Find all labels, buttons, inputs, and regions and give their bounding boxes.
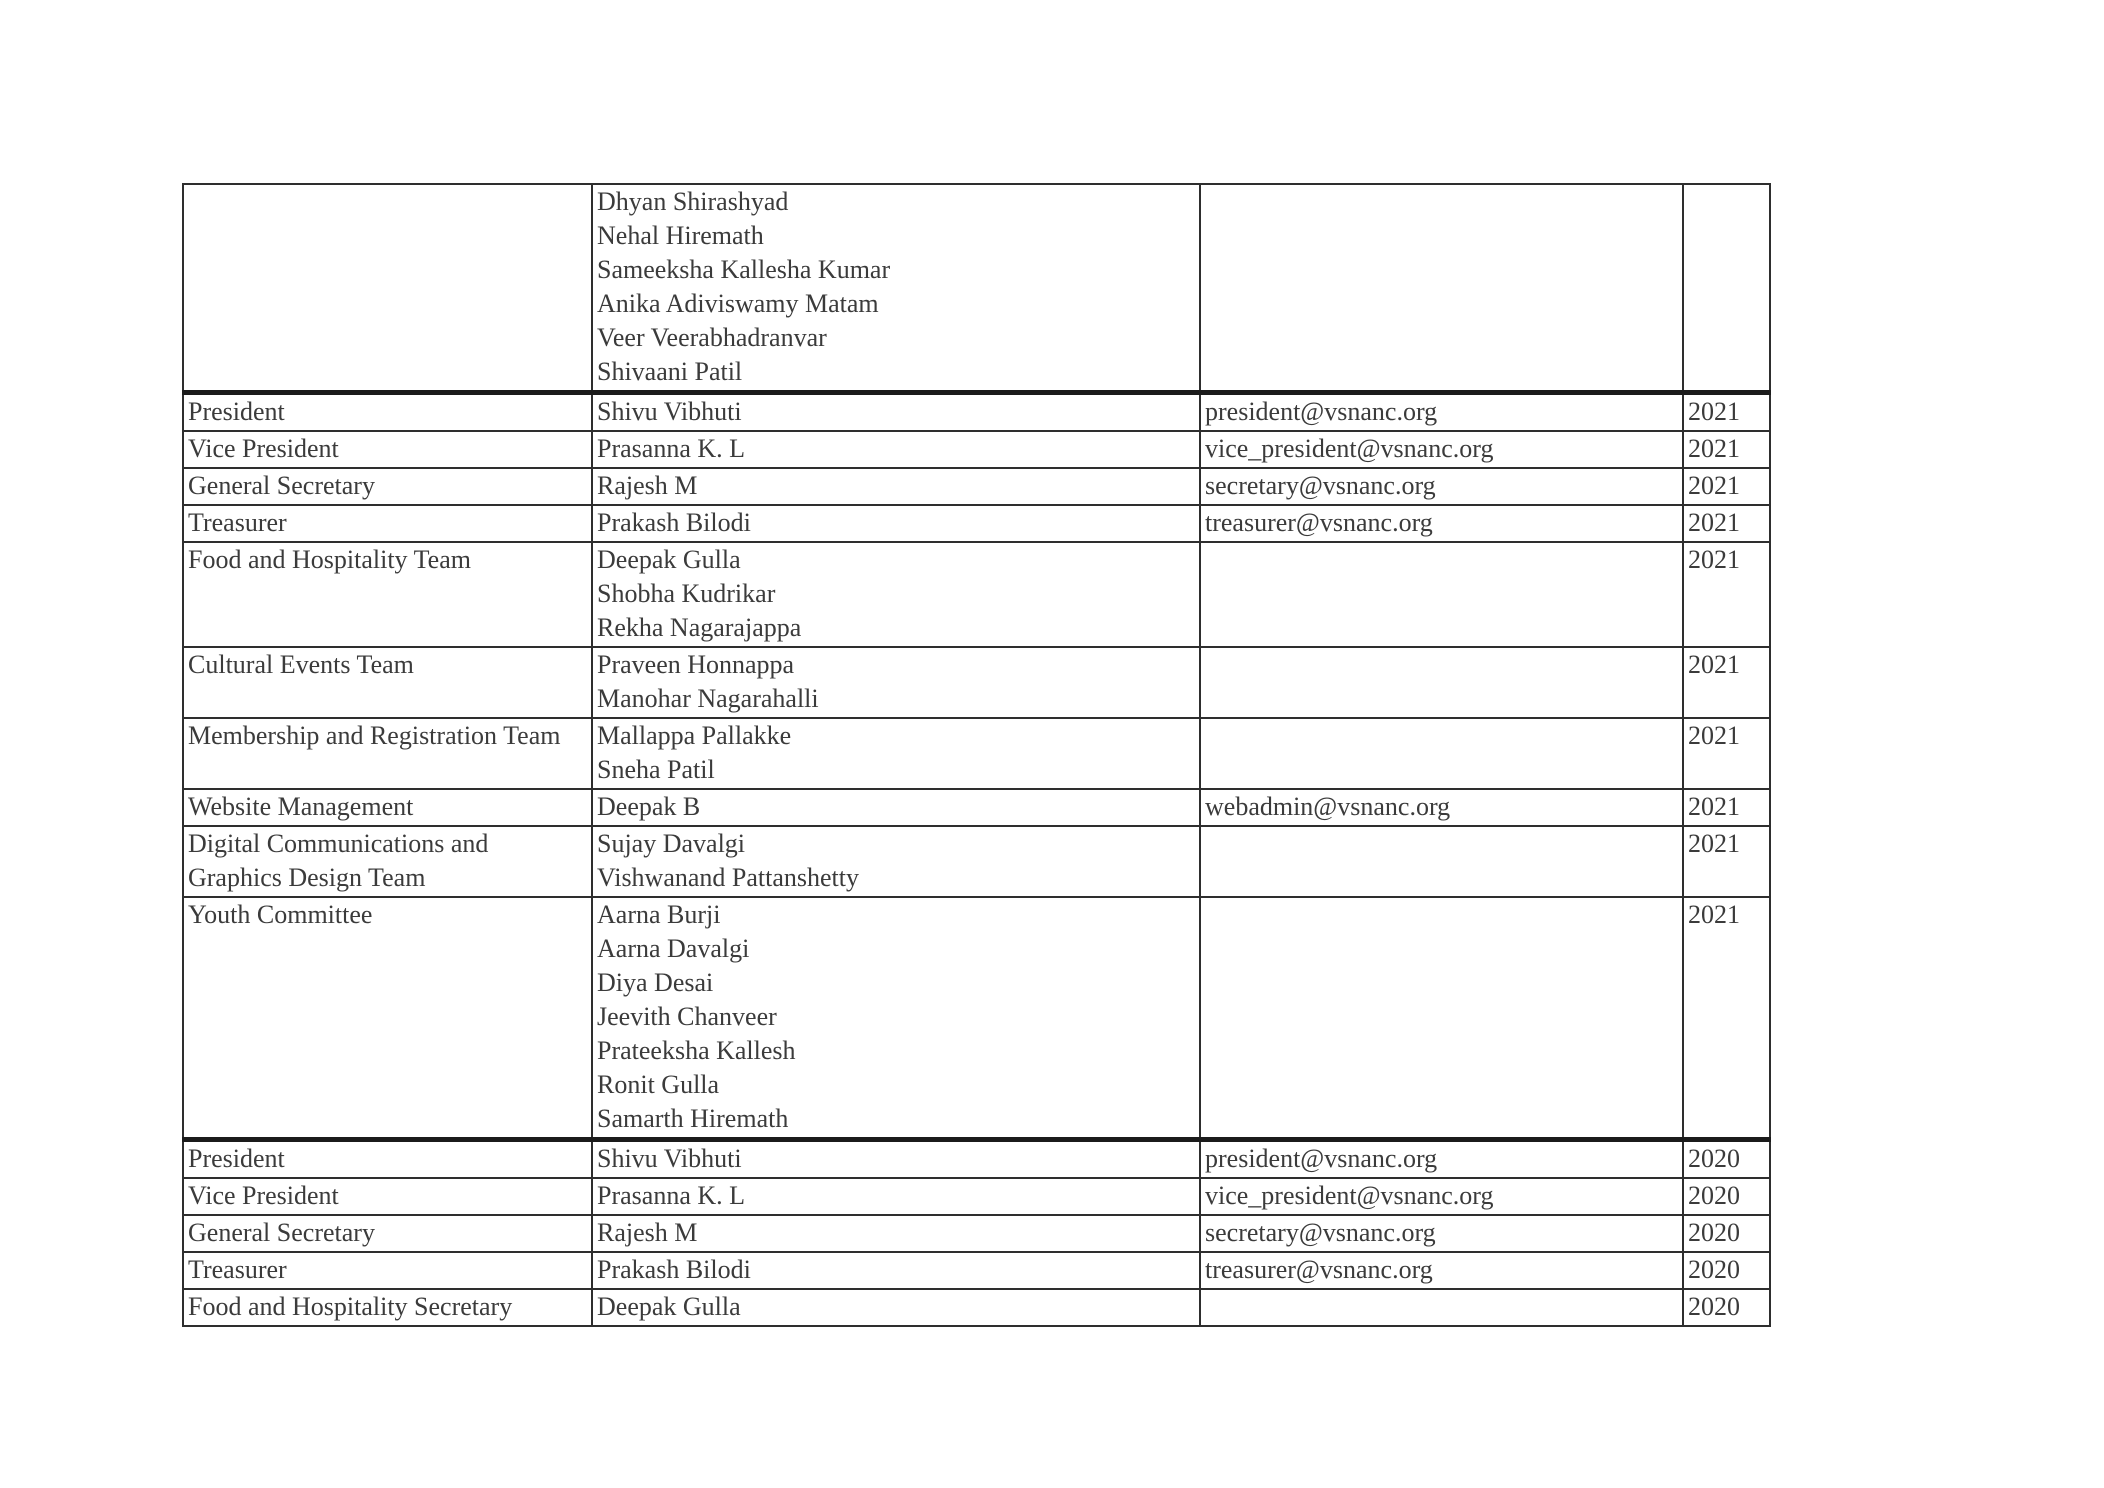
member-name: Anika Adiviswamy Matam: [597, 289, 879, 318]
names-cell: [592, 468, 1200, 505]
email-cell: [1200, 1289, 1683, 1326]
member-name: Mallappa Pallakke: [597, 721, 792, 750]
member-name: Samarth Hiremath: [597, 1104, 789, 1133]
email-cell: [1200, 897, 1683, 1140]
email-cell: [1200, 184, 1683, 393]
names-cell: [592, 505, 1200, 542]
email-cell: president@vsnanc.org: [1200, 1140, 1683, 1179]
email-cell: president@vsnanc.org: [1200, 393, 1683, 432]
member-name: Prasanna K. L: [597, 434, 746, 463]
role-cell: General Secretary: [183, 1215, 592, 1252]
year-cell: 2020: [1683, 1289, 1770, 1326]
year-cell: 2021: [1683, 431, 1770, 468]
names-cell: [592, 1215, 1200, 1252]
member-name: Sneha Patil: [597, 755, 715, 784]
member-name: Deepak Gulla: [597, 545, 741, 574]
role-cell: Treasurer: [183, 505, 592, 542]
names-cell: [592, 1140, 1200, 1179]
year-cell: 2021: [1683, 897, 1770, 1140]
member-name: Manohar Nagarahalli: [597, 684, 819, 713]
role-cell: Vice President: [183, 431, 592, 468]
year-cell: 2020: [1683, 1178, 1770, 1215]
member-name: Veer Veerabhadranvar: [597, 323, 827, 352]
names-cell: [592, 431, 1200, 468]
member-name: Rajesh M: [597, 471, 698, 500]
member-name: Deepak B: [597, 792, 701, 821]
member-name: Praveen Honnappa: [597, 650, 795, 679]
table-row: [183, 1178, 1770, 1215]
names-cell: [592, 1178, 1200, 1215]
role-cell: Membership and Registration Team: [183, 718, 592, 789]
table-row: [183, 1215, 1770, 1252]
member-name: Prakash Bilodi: [597, 508, 751, 537]
table-row: [183, 718, 1770, 789]
table-row: [183, 1140, 1770, 1179]
role-cell: General Secretary: [183, 468, 592, 505]
member-name: Jeevith Chanveer: [597, 1002, 777, 1031]
role-cell: President: [183, 393, 592, 432]
member-name: Prakash Bilodi: [597, 1255, 751, 1284]
table-row: [183, 505, 1770, 542]
officers-table-body: [183, 184, 1770, 1326]
role-cell: Youth Committee: [183, 897, 592, 1140]
year-cell: 2021: [1683, 718, 1770, 789]
role-cell: Cultural Events Team: [183, 647, 592, 718]
member-name: Prateeksha Kallesh: [597, 1036, 796, 1065]
names-cell: [592, 647, 1200, 718]
member-name: Prasanna K. L: [597, 1181, 746, 1210]
names-cell: [592, 393, 1200, 432]
email-cell: [1200, 542, 1683, 647]
member-name: Rajesh M: [597, 1218, 698, 1247]
member-name: Sameeksha Kallesha Kumar: [597, 255, 891, 284]
table-row: [183, 468, 1770, 505]
email-cell: [1200, 718, 1683, 789]
role-cell: President: [183, 1140, 592, 1179]
member-name: Shobha Kudrikar: [597, 579, 776, 608]
table-row: [183, 826, 1770, 897]
email-cell: webadmin@vsnanc.org: [1200, 789, 1683, 826]
table-row: [183, 647, 1770, 718]
email-cell: vice_president@vsnanc.org: [1200, 431, 1683, 468]
names-cell: [592, 184, 1200, 393]
member-name: Nehal Hiremath: [597, 221, 764, 250]
officers-table: [182, 183, 1771, 1327]
member-name: Shivu Vibhuti: [597, 1144, 742, 1173]
table-row: [183, 542, 1770, 647]
email-cell: vice_president@vsnanc.org: [1200, 1178, 1683, 1215]
year-cell: 2021: [1683, 542, 1770, 647]
year-cell: 2021: [1683, 826, 1770, 897]
table-row: [183, 393, 1770, 432]
role-cell: Website Management: [183, 789, 592, 826]
role-cell: Treasurer: [183, 1252, 592, 1289]
table-row: [183, 1252, 1770, 1289]
member-name: Aarna Davalgi: [597, 934, 750, 963]
role-cell: Digital Communications and Graphics Design Team: [183, 826, 592, 897]
email-cell: secretary@vsnanc.org: [1200, 1215, 1683, 1252]
member-name: Shivu Vibhuti: [597, 397, 742, 426]
member-name: Ronit Gulla: [597, 1070, 720, 1099]
names-cell: [592, 789, 1200, 826]
member-name: Diya Desai: [597, 968, 714, 997]
email-cell: treasurer@vsnanc.org: [1200, 505, 1683, 542]
email-cell: treasurer@vsnanc.org: [1200, 1252, 1683, 1289]
year-cell: [1683, 184, 1770, 393]
names-cell: [592, 897, 1200, 1140]
year-cell: 2021: [1683, 505, 1770, 542]
member-name: Aarna Burji: [597, 900, 721, 929]
names-cell: [592, 718, 1200, 789]
names-cell: [592, 826, 1200, 897]
email-cell: [1200, 826, 1683, 897]
member-name: Deepak Gulla: [597, 1292, 741, 1321]
email-cell: secretary@vsnanc.org: [1200, 468, 1683, 505]
member-name: Shivaani Patil: [597, 357, 743, 386]
year-cell: 2020: [1683, 1140, 1770, 1179]
member-name: Dhyan Shirashyad: [597, 187, 789, 216]
email-cell: [1200, 647, 1683, 718]
member-name: Vishwanand Pattanshetty: [597, 863, 860, 892]
role-cell: [183, 184, 592, 393]
role-cell: Vice President: [183, 1178, 592, 1215]
year-cell: 2021: [1683, 393, 1770, 432]
year-cell: 2021: [1683, 468, 1770, 505]
names-cell: [592, 542, 1200, 647]
table-row: [183, 897, 1770, 1140]
table-row: [183, 789, 1770, 826]
role-cell: Food and Hospitality Team: [183, 542, 592, 647]
year-cell: 2021: [1683, 789, 1770, 826]
table-row: [183, 1289, 1770, 1326]
member-name: Rekha Nagarajappa: [597, 613, 802, 642]
table-row: [183, 184, 1770, 393]
names-cell: [592, 1289, 1200, 1326]
year-cell: 2021: [1683, 647, 1770, 718]
year-cell: 2020: [1683, 1252, 1770, 1289]
year-cell: 2020: [1683, 1215, 1770, 1252]
role-cell: Food and Hospitality Secretary: [183, 1289, 592, 1326]
table-row: [183, 431, 1770, 468]
names-cell: [592, 1252, 1200, 1289]
member-name: Sujay Davalgi: [597, 829, 746, 858]
